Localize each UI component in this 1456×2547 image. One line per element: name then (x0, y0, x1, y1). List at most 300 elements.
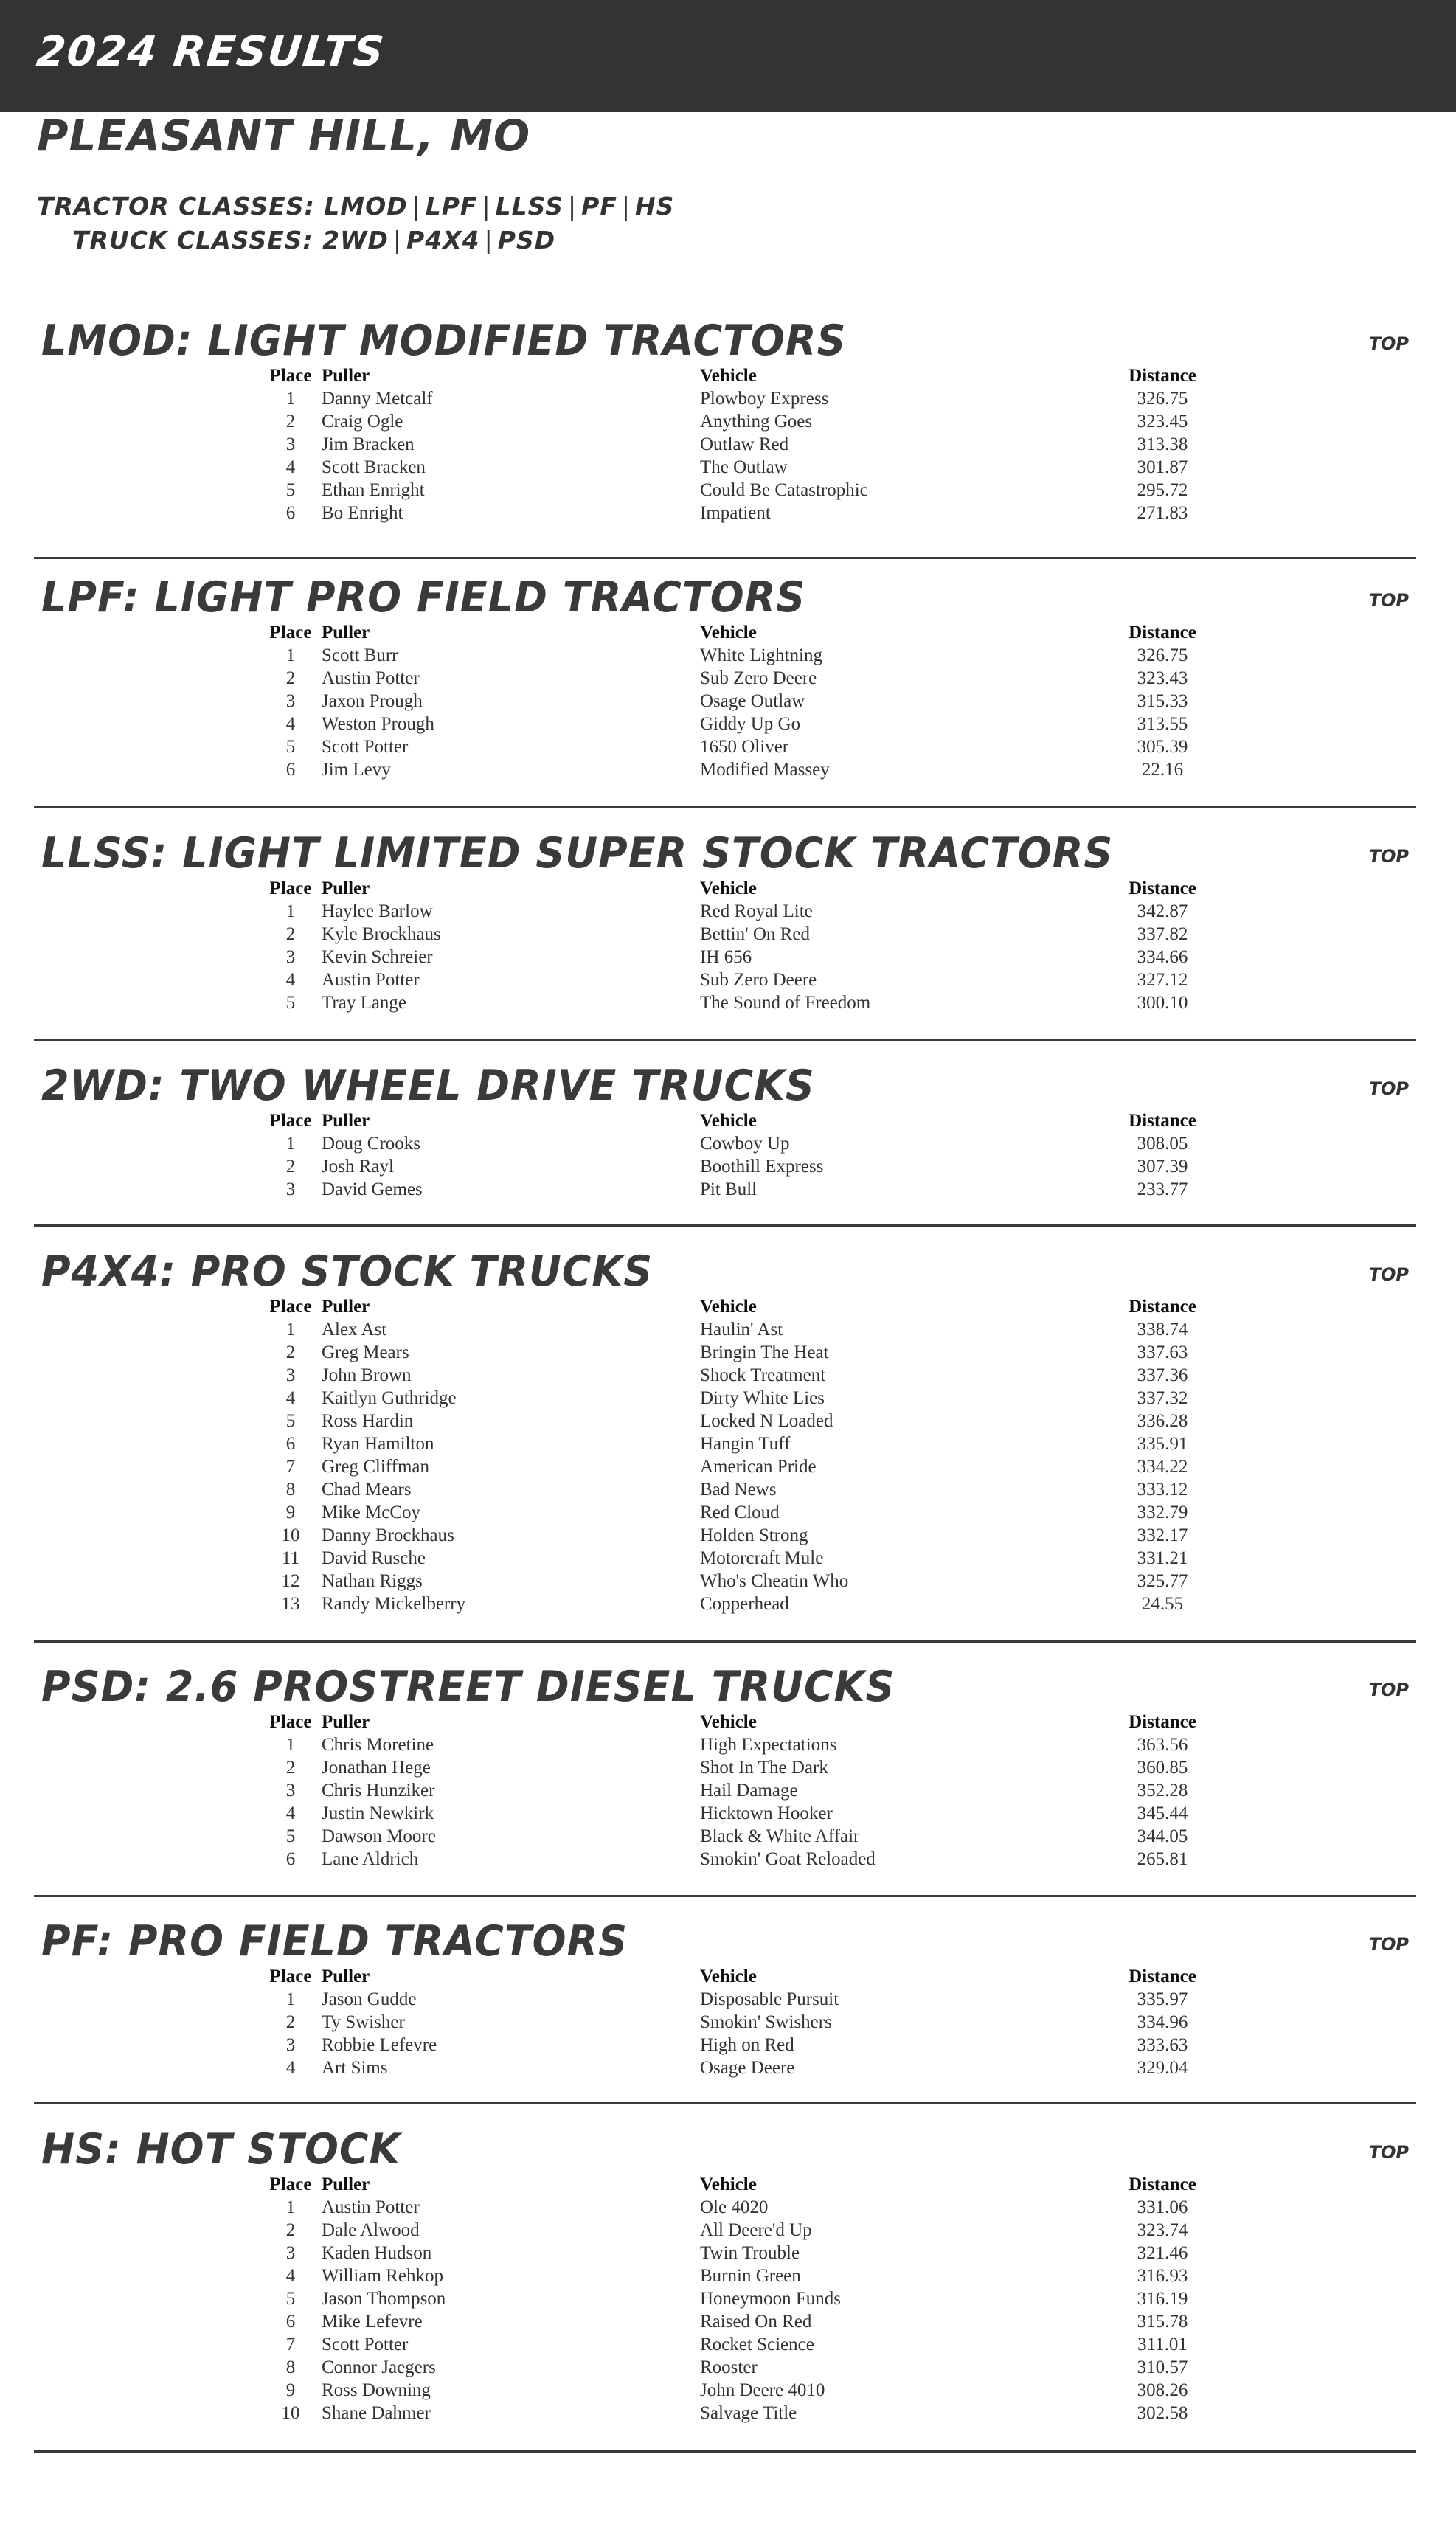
table-row (34, 667, 1218, 690)
cell-distance: 332.17 (1137, 1525, 1188, 1545)
cell-place: 2 (285, 1758, 296, 1778)
cell-distance: 22.16 (1141, 760, 1184, 780)
back-to-top-link[interactable]: TOP (1368, 1264, 1409, 1285)
table-row (34, 1733, 1218, 1756)
cell-vehicle: Burnin Green (700, 2266, 801, 2286)
column-header-puller: Puller (322, 1297, 370, 1317)
cell-place: 1 (285, 901, 296, 921)
cell-vehicle: Twin Trouble (700, 2243, 800, 2263)
cell-distance: 363.56 (1137, 1735, 1188, 1755)
cell-place: 4 (285, 1388, 296, 1408)
back-to-top-link[interactable]: TOP (1368, 1934, 1409, 1955)
table-row (34, 1570, 1218, 1593)
cell-puller: Jason Gudde (322, 1989, 417, 2009)
cell-vehicle: Outlaw Red (700, 434, 789, 454)
cell-place: 2 (285, 2012, 296, 2032)
event-location: PLEASANT HILL, MO (37, 111, 531, 161)
cell-distance: 334.66 (1137, 947, 1188, 967)
cell-vehicle: White Lightning (700, 645, 822, 665)
cell-puller: Craig Ogle (322, 412, 403, 432)
class-separator: | (484, 226, 493, 254)
cell-distance: 308.26 (1137, 2380, 1188, 2400)
cell-place: 1 (285, 2197, 296, 2217)
cell-distance: 316.93 (1137, 2266, 1188, 2286)
truck-classes-label: TRUCK CLASSES: (72, 226, 313, 254)
cell-vehicle: Hangin Tuff (700, 1434, 791, 1454)
cell-distance: 301.87 (1137, 457, 1188, 477)
cell-vehicle: Rooster (700, 2357, 758, 2377)
cell-puller: Greg Cliffman (322, 1457, 430, 1477)
cell-vehicle: Honeymoon Funds (700, 2289, 841, 2309)
cell-vehicle: Black & White Affair (700, 1826, 860, 1846)
cell-puller: Chris Hunziker (322, 1781, 435, 1801)
table-row (34, 1802, 1218, 1825)
cell-distance: 334.22 (1137, 1457, 1188, 1477)
cell-puller: Connor Jaegers (322, 2357, 436, 2377)
cell-distance: 333.63 (1137, 2035, 1188, 2055)
cell-place: 5 (285, 737, 296, 757)
cell-vehicle: The Sound of Freedom (700, 993, 871, 1013)
cell-puller: Jim Bracken (322, 434, 415, 454)
tractor-class-link-pf[interactable]: PF (581, 192, 617, 221)
tractor-classes-label: TRACTOR CLASSES: (37, 192, 315, 221)
cell-puller: Art Sims (322, 2058, 388, 2078)
table-row (34, 758, 1218, 781)
cell-distance: 342.87 (1137, 901, 1188, 921)
results-section (34, 317, 1416, 559)
cell-place: 4 (285, 457, 296, 477)
cell-distance: 336.28 (1137, 1411, 1188, 1431)
cell-distance: 313.55 (1137, 714, 1188, 734)
cell-place: 10 (281, 1525, 300, 1545)
table-row (34, 946, 1218, 968)
cell-place: 5 (285, 1826, 296, 1846)
table-row (34, 387, 1218, 410)
back-to-top-link[interactable]: TOP (1368, 2142, 1409, 2163)
column-header-place: Place (269, 2175, 312, 2194)
cell-vehicle: Pit Bull (700, 1179, 758, 1199)
truck-class-link-2wd[interactable]: 2WD (322, 226, 389, 254)
cell-place: 4 (285, 2266, 296, 2286)
cell-puller: Jonathan Hege (322, 1758, 431, 1778)
column-header-distance: Distance (1129, 879, 1196, 898)
cell-distance: 308.05 (1137, 1134, 1188, 1154)
cell-puller: Josh Rayl (322, 1157, 394, 1177)
cell-distance: 323.74 (1137, 2220, 1188, 2240)
cell-puller: Ryan Hamilton (322, 1434, 434, 1454)
cell-distance: 337.63 (1137, 1342, 1188, 1362)
cell-puller: Dawson Moore (322, 1826, 436, 1846)
section-title: HS: HOT STOCK (41, 2124, 401, 2174)
cell-puller: Danny Metcalf (322, 389, 433, 409)
cell-puller: Weston Prough (322, 714, 434, 734)
results-table (34, 1109, 1218, 1201)
table-row (34, 2264, 1218, 2287)
cell-place: 3 (285, 691, 296, 711)
table-row (34, 479, 1218, 502)
results-table (34, 1965, 1218, 2079)
cell-distance: 24.55 (1141, 1594, 1184, 1614)
cell-place: 5 (285, 993, 296, 1013)
table-row (34, 1825, 1218, 1848)
cell-puller: Robbie Lefevre (322, 2035, 437, 2055)
table-row (34, 2356, 1218, 2379)
cell-place: 3 (285, 1781, 296, 1801)
cell-puller: Lane Aldrich (322, 1849, 419, 1869)
table-row (34, 991, 1218, 1014)
cell-vehicle: Locked N Loaded (700, 1411, 833, 1431)
table-row (34, 1501, 1218, 1524)
cell-vehicle: Holden Strong (700, 1525, 808, 1545)
cell-distance: 307.39 (1137, 1157, 1188, 1177)
cell-distance: 295.72 (1137, 480, 1188, 500)
cell-distance: 265.81 (1137, 1849, 1188, 1869)
cell-place: 2 (285, 924, 296, 944)
column-header-vehicle: Vehicle (700, 1297, 757, 1317)
cell-vehicle: Boothill Express (700, 1157, 824, 1177)
tractor-class-link-lmod[interactable]: LMOD (324, 192, 408, 221)
cell-vehicle: Salvage Title (700, 2403, 797, 2423)
cell-puller: David Gemes (322, 1179, 423, 1199)
section-title: LPF: LIGHT PRO FIELD TRACTORS (41, 572, 806, 622)
cell-place: 4 (285, 2058, 296, 2078)
table-header-row (34, 2173, 1218, 2196)
back-to-top-link[interactable]: TOP (1368, 846, 1409, 867)
section-title: LMOD: LIGHT MODIFIED TRACTORS (41, 316, 847, 365)
results-section (34, 1918, 1416, 2104)
table-row (34, 433, 1218, 456)
table-header-row (34, 1965, 1218, 1988)
cell-puller: Scott Potter (322, 2335, 409, 2354)
column-header-vehicle: Vehicle (700, 1966, 757, 1986)
section-title: LLSS: LIGHT LIMITED SUPER STOCK TRACTORS (41, 828, 1114, 878)
cell-vehicle: High Expectations (700, 1735, 837, 1755)
column-header-place: Place (269, 366, 312, 386)
cell-vehicle: Giddy Up Go (700, 714, 801, 734)
cell-distance: 335.97 (1137, 1989, 1188, 2009)
table-row (34, 1432, 1218, 1455)
column-header-vehicle: Vehicle (700, 1712, 757, 1732)
cell-puller: Greg Mears (322, 1342, 409, 1362)
column-header-vehicle: Vehicle (700, 879, 757, 898)
table-row (34, 923, 1218, 946)
cell-vehicle: Dirty White Lies (700, 1388, 825, 1408)
cell-place: 1 (285, 389, 296, 409)
table-row (34, 1341, 1218, 1364)
results-table (34, 1295, 1218, 1615)
class-separator: | (568, 192, 578, 221)
cell-vehicle: Who's Cheatin Who (700, 1571, 849, 1591)
table-row (34, 2196, 1218, 2219)
truck-class-link-psd[interactable]: PSD (497, 226, 556, 254)
cell-puller: Doug Crooks (322, 1134, 421, 1154)
cell-puller: Ty Swisher (322, 2012, 405, 2032)
table-row (34, 2310, 1218, 2333)
cell-vehicle: Cowboy Up (700, 1134, 790, 1154)
table-row (34, 1756, 1218, 1779)
cell-distance: 233.77 (1137, 1179, 1188, 1199)
page-title: 2024 RESULTS (34, 28, 387, 76)
results-table (34, 621, 1218, 781)
cell-puller: Austin Potter (322, 2197, 420, 2217)
header-bar (0, 0, 1456, 112)
cell-place: 2 (285, 1157, 296, 1177)
cell-vehicle: Smokin' Swishers (700, 2012, 832, 2032)
cell-puller: Nathan Riggs (322, 1571, 423, 1591)
table-row (34, 644, 1218, 667)
table-row (34, 1478, 1218, 1501)
column-header-vehicle: Vehicle (700, 623, 757, 642)
back-to-top-link[interactable]: TOP (1368, 333, 1409, 354)
cell-place: 6 (285, 1849, 296, 1869)
cell-place: 3 (285, 1365, 296, 1385)
table-row (34, 502, 1218, 524)
cell-puller: Ross Hardin (322, 1411, 414, 1431)
table-row (34, 1155, 1218, 1178)
table-row (34, 2379, 1218, 2402)
cell-place: 8 (285, 2357, 296, 2377)
cell-distance: 315.33 (1137, 691, 1188, 711)
table-row (34, 900, 1218, 923)
cell-puller: Kaden Hudson (322, 2243, 432, 2263)
cell-place: 4 (285, 970, 296, 990)
cell-place: 12 (281, 1571, 300, 1591)
cell-distance: 337.36 (1137, 1365, 1188, 1385)
table-row (34, 2402, 1218, 2425)
cell-place: 7 (285, 2335, 296, 2354)
cell-distance: 321.46 (1137, 2243, 1188, 2263)
table-header-row (34, 1711, 1218, 1733)
cell-vehicle: The Outlaw (700, 457, 788, 477)
column-header-distance: Distance (1129, 1966, 1196, 1986)
cell-distance: 344.05 (1137, 1826, 1188, 1846)
class-separator: | (621, 192, 631, 221)
table-header-row (34, 1295, 1218, 1318)
results-table (34, 364, 1218, 524)
cell-place: 10 (281, 2403, 300, 2423)
cell-puller: Jason Thompson (322, 2289, 446, 2309)
cell-place: 9 (285, 2380, 296, 2400)
cell-place: 11 (281, 1548, 300, 1568)
table-row (34, 2333, 1218, 2356)
table-header-row (34, 1109, 1218, 1132)
cell-place: 2 (285, 2220, 296, 2240)
cell-puller: Jaxon Prough (322, 691, 423, 711)
results-table (34, 2173, 1218, 2425)
cell-puller: Ross Downing (322, 2380, 431, 2400)
cell-vehicle: Sub Zero Deere (700, 970, 817, 990)
table-row (34, 1364, 1218, 1387)
table-row (34, 1524, 1218, 1547)
column-header-place: Place (269, 1111, 312, 1131)
results-table (34, 877, 1218, 1014)
cell-distance: 345.44 (1137, 1803, 1188, 1823)
back-to-top-link[interactable]: TOP (1368, 590, 1409, 611)
cell-vehicle: Plowboy Express (700, 389, 829, 409)
cell-distance: 327.12 (1137, 970, 1188, 990)
column-header-place: Place (269, 879, 312, 898)
results-section (34, 2126, 1416, 2453)
tractor-class-link-lpf[interactable]: LPF (425, 192, 478, 221)
cell-puller: Kevin Schreier (322, 947, 433, 967)
column-header-vehicle: Vehicle (700, 2175, 757, 2194)
cell-place: 6 (285, 2312, 296, 2332)
table-row (34, 2242, 1218, 2264)
cell-vehicle: Osage Deere (700, 2058, 795, 2078)
cell-distance: 337.32 (1137, 1388, 1188, 1408)
cell-vehicle: 1650 Oliver (700, 737, 789, 757)
cell-vehicle: Sub Zero Deere (700, 668, 817, 688)
tractor-class-nav (37, 192, 674, 221)
cell-place: 8 (285, 1480, 296, 1500)
cell-distance: 316.19 (1137, 2289, 1188, 2309)
cell-place: 7 (285, 1457, 296, 1477)
class-separator: | (392, 226, 403, 254)
cell-vehicle: Bettin' On Red (700, 924, 810, 944)
column-header-distance: Distance (1129, 366, 1196, 386)
cell-puller: Austin Potter (322, 668, 420, 688)
cell-vehicle: Hail Damage (700, 1781, 798, 1801)
column-header-puller: Puller (322, 1111, 370, 1131)
cell-place: 1 (285, 1134, 296, 1154)
table-row (34, 1318, 1218, 1341)
cell-puller: David Rusche (322, 1548, 426, 1568)
cell-vehicle: Bad News (700, 1480, 777, 1500)
cell-vehicle: Osage Outlaw (700, 691, 805, 711)
table-row (34, 2287, 1218, 2310)
cell-puller: Kyle Brockhaus (322, 924, 441, 944)
table-row (34, 2034, 1218, 2056)
cell-puller: Austin Potter (322, 970, 420, 990)
cell-puller: Ethan Enright (322, 480, 425, 500)
column-header-place: Place (269, 1297, 312, 1317)
cell-distance: 313.38 (1137, 434, 1188, 454)
cell-place: 9 (285, 1503, 296, 1522)
column-header-distance: Distance (1129, 623, 1196, 642)
cell-distance: 271.83 (1137, 503, 1188, 523)
cell-distance: 302.58 (1137, 2403, 1188, 2423)
cell-puller: Bo Enright (322, 503, 403, 523)
cell-place: 2 (285, 412, 296, 432)
cell-puller: Chad Mears (322, 1480, 412, 1500)
cell-distance: 326.75 (1137, 645, 1188, 665)
cell-vehicle: Ole 4020 (700, 2197, 769, 2217)
cell-vehicle: Shock Treatment (700, 1365, 826, 1385)
column-header-vehicle: Vehicle (700, 1111, 757, 1131)
cell-distance: 333.12 (1137, 1480, 1188, 1500)
cell-puller: Chris Moretine (322, 1735, 434, 1755)
column-header-place: Place (269, 1966, 312, 1986)
table-row (34, 2056, 1218, 2079)
table-row (34, 1387, 1218, 1410)
back-to-top-link[interactable]: TOP (1368, 1680, 1409, 1700)
cell-place: 3 (285, 2035, 296, 2055)
class-separator: | (482, 192, 491, 221)
back-to-top-link[interactable]: TOP (1368, 1078, 1409, 1099)
column-header-puller: Puller (322, 1966, 370, 1986)
cell-vehicle: Could Be Catastrophic (700, 480, 868, 500)
cell-place: 1 (285, 1735, 296, 1755)
cell-place: 3 (285, 2243, 296, 2263)
cell-puller: William Rehkop (322, 2266, 443, 2286)
cell-vehicle: High on Red (700, 2035, 794, 2055)
cell-distance: 300.10 (1137, 993, 1188, 1013)
cell-vehicle: Raised On Red (700, 2312, 812, 2332)
tractor-class-link-llss[interactable]: LLSS (495, 192, 564, 221)
cell-puller: Mike Lefevre (322, 2312, 423, 2332)
table-row (34, 1132, 1218, 1155)
column-header-puller: Puller (322, 1712, 370, 1732)
column-header-distance: Distance (1129, 2175, 1196, 2194)
column-header-place: Place (269, 1712, 312, 1732)
table-row (34, 1178, 1218, 1201)
truck-class-link-p4x4[interactable]: P4X4 (406, 226, 480, 254)
cell-distance: 360.85 (1137, 1758, 1188, 1778)
column-header-puller: Puller (322, 879, 370, 898)
cell-vehicle: Red Cloud (700, 1503, 780, 1522)
cell-place: 3 (285, 434, 296, 454)
tractor-class-link-hs[interactable]: HS (635, 192, 675, 221)
cell-puller: Scott Burr (322, 645, 398, 665)
cell-distance: 315.78 (1137, 2312, 1188, 2332)
cell-distance: 331.06 (1137, 2197, 1188, 2217)
table-row (34, 713, 1218, 735)
cell-distance: 332.79 (1137, 1503, 1188, 1522)
cell-vehicle: Modified Massey (700, 760, 830, 780)
cell-distance: 323.45 (1137, 412, 1188, 432)
cell-place: 6 (285, 760, 296, 780)
cell-place: 5 (285, 2289, 296, 2309)
cell-vehicle: Red Royal Lite (700, 901, 813, 921)
cell-vehicle: Shot In The Dark (700, 1758, 828, 1778)
table-header-row (34, 621, 1218, 644)
cell-place: 2 (285, 1342, 296, 1362)
results-section (34, 830, 1416, 1041)
table-header-row (34, 364, 1218, 387)
cell-place: 1 (285, 1320, 296, 1340)
cell-puller: Alex Ast (322, 1320, 387, 1340)
cell-place: 5 (285, 480, 296, 500)
cell-vehicle: Smokin' Goat Reloaded (700, 1849, 876, 1869)
table-row (34, 2011, 1218, 2034)
results-section (34, 1663, 1416, 1897)
cell-distance: 326.75 (1137, 389, 1188, 409)
cell-vehicle: Haulin' Ast (700, 1320, 783, 1340)
results-table (34, 1711, 1218, 1871)
column-header-distance: Distance (1129, 1111, 1196, 1131)
cell-distance: 329.04 (1137, 2058, 1188, 2078)
table-row (34, 1988, 1218, 2011)
table-row (34, 1593, 1218, 1615)
section-title: 2WD: TWO WHEEL DRIVE TRUCKS (41, 1061, 815, 1110)
table-row (34, 2219, 1218, 2242)
cell-puller: Justin Newkirk (322, 1803, 434, 1823)
cell-distance: 334.96 (1137, 2012, 1188, 2032)
cell-vehicle: American Pride (700, 1457, 817, 1477)
cell-place: 6 (285, 1434, 296, 1454)
section-title: PSD: 2.6 PROSTREET DIESEL TRUCKS (41, 1662, 895, 1711)
cell-place: 4 (285, 714, 296, 734)
cell-distance: 325.77 (1137, 1571, 1188, 1591)
cell-distance: 352.28 (1137, 1781, 1188, 1801)
cell-vehicle: IH 656 (700, 947, 752, 967)
table-row (34, 1779, 1218, 1802)
results-section (34, 1062, 1416, 1227)
cell-puller: Scott Bracken (322, 457, 426, 477)
cell-puller: Dale Alwood (322, 2220, 420, 2240)
column-header-puller: Puller (322, 623, 370, 642)
column-header-distance: Distance (1129, 1712, 1196, 1732)
